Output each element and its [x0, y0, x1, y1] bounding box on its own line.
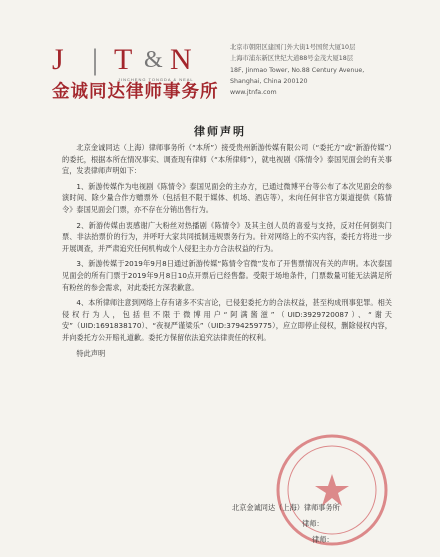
signature-lawyer-1: 律师： [302, 519, 324, 528]
logo-letter-n: N [170, 43, 192, 76]
firm-address [230, 42, 435, 98]
address-line: 上海市浦东新区世纪大道88号金茂大厦18层 [230, 55, 354, 63]
paragraph-2: 2、新游传媒由衷感谢广大粉丝对热播剧《陈情令》及其主创人员的喜爱与支持，反对任何倒卖门票、非法抬票价的行为，并呼吁大家共同抵制违规票务行为。针对网络上的不实内容，委托方将进一步开展调查，并严肃追究任何机构或个人侵犯主办方合法权益的行为。 [62, 220, 392, 253]
logo-letter-j: J [52, 43, 64, 76]
paragraph-4: 4、本所律师注意到网络上存有诸多不实言论，已侵犯委托方的合法权益，甚至构成刑事犯罪。相关侵权行为人，包括但不限于微博用户“阿满酱滋”（UID:3929720087）、“谢天安”（UID:1691838170）、“夜视严谨梁乐”（UID:3794259775），应立即停止侵权，删除侵权内容，并向委托方公开赔礼道歉。委托方保留依法追究法律责任的权利。 [62, 298, 392, 342]
closing-statement: 特此声明 [76, 348, 106, 358]
signature-lawyer-2: 律师： [312, 535, 334, 544]
logo-letter-t: T [114, 43, 133, 76]
document-title: 律师声明 [194, 125, 246, 138]
firm-logo [52, 42, 210, 82]
logo-ampersand: & [144, 47, 163, 73]
intro-paragraph: 北京金诚同达（上海）律师事务所（“本所”）接受贵州新游传媒有限公司（“委托方”或“新游传媒”）的委托，根据本所在情况事实、调查现有律师（“本所律师”），就电视剧《陈情令》泰国见面会的有关事宜，发表律师声明如下： [62, 143, 392, 176]
signature-firm: 北京金诚同达（上海）律师事务所 [232, 503, 340, 512]
address-line: 北京市朝阳区建国门外大街1号国贸大厦10层 [230, 44, 356, 51]
document-body [62, 142, 392, 360]
address-line: Shanghai, China 200120 [230, 77, 308, 85]
logo-divider-icon: | [92, 43, 99, 76]
address-line: 18F, Jinmao Tower, No.88 Century Avenue, [230, 66, 365, 74]
paragraph-3: 3、新游传媒于2019年9月8日通过新游传媒“陈情令官微”发布了开售票情况有关的声明。本次泰国见面会的所有门票于2019年9月8日10点开票后已经售罄。受限于场地条件，门票数量可能无法满足所有粉丝的参会需求，对此委托方深表歉意。 [62, 259, 392, 292]
firm-website[interactable]: www.jtnfa.com [230, 89, 277, 97]
paragraph-1: 1、新游传媒作为电视剧《陈情令》泰国见面会的主办方，已通过微博平台等公布了本次见面会的参演时间、除少量合作方赠票外（包括但不限于媒体、机场、酒店等），未向任何非官方渠道提供《陈情令》泰国见面会门票，亦不存在分销出售行为。 [62, 181, 392, 214]
logo-subtitle: JINCHENG TONGDA & NEAL [118, 77, 194, 82]
firm-name-cn: 金诚同达律师事务所 [52, 82, 219, 102]
signature-block [232, 500, 412, 548]
